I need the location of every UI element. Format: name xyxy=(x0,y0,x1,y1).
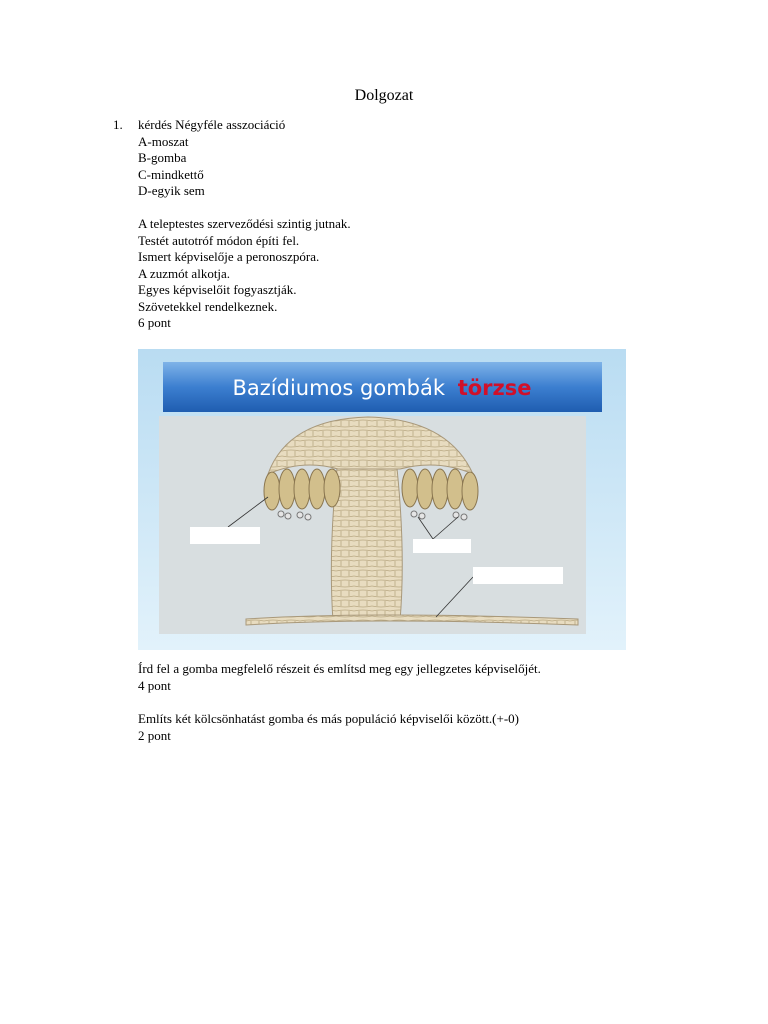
statement-4: A zuzmót alkotja. xyxy=(138,265,231,281)
statement-2: Testét autotróf módon építi fel. xyxy=(138,232,300,248)
question1-heading: kérdés Négyféle asszociáció xyxy=(138,117,286,132)
blank-label-3 xyxy=(473,567,563,584)
stipe xyxy=(331,459,402,621)
banner-highlight: törzse xyxy=(457,376,532,400)
question3-points: 2 pont xyxy=(138,727,171,743)
option-c: C-mindkettő xyxy=(138,166,204,182)
statement-1: A teleptestes szerveződési szintig jutnak. xyxy=(138,216,351,231)
statement-6: Szövetekkel rendelkeznek. xyxy=(138,298,278,314)
page-title: Dolgozat xyxy=(354,87,414,104)
question1-block xyxy=(138,117,285,200)
blank-label-1 xyxy=(190,527,260,544)
option-a: A-moszat xyxy=(138,133,189,149)
option-d: D-egyik sem xyxy=(138,183,205,198)
statements-block xyxy=(138,216,351,332)
question2-text: Írd fel a gomba megfelelő részeit és említsd meg egy jellegzetes képviselőjét. xyxy=(138,661,541,676)
question3-text: Említs két kölcsönhatást gomba és más populáció képviselői között.(+-0) xyxy=(138,711,520,726)
question2-block xyxy=(138,661,541,694)
blank-label-2 xyxy=(413,539,471,553)
statement-5: Egyes képviselőit fogyasztják. xyxy=(138,282,297,297)
question-number: 1. xyxy=(113,117,123,132)
question2-points: 4 pont xyxy=(138,677,171,693)
statement-3: Ismert képviselője a peronoszpóra. xyxy=(138,249,320,264)
banner-text: Bazídiumos gombák xyxy=(232,376,446,400)
fungus-figure xyxy=(138,349,626,650)
question1-points: 6 pont xyxy=(138,315,171,330)
banner-title xyxy=(232,376,531,400)
option-b: B-gomba xyxy=(138,150,187,165)
question3-block xyxy=(138,711,519,744)
